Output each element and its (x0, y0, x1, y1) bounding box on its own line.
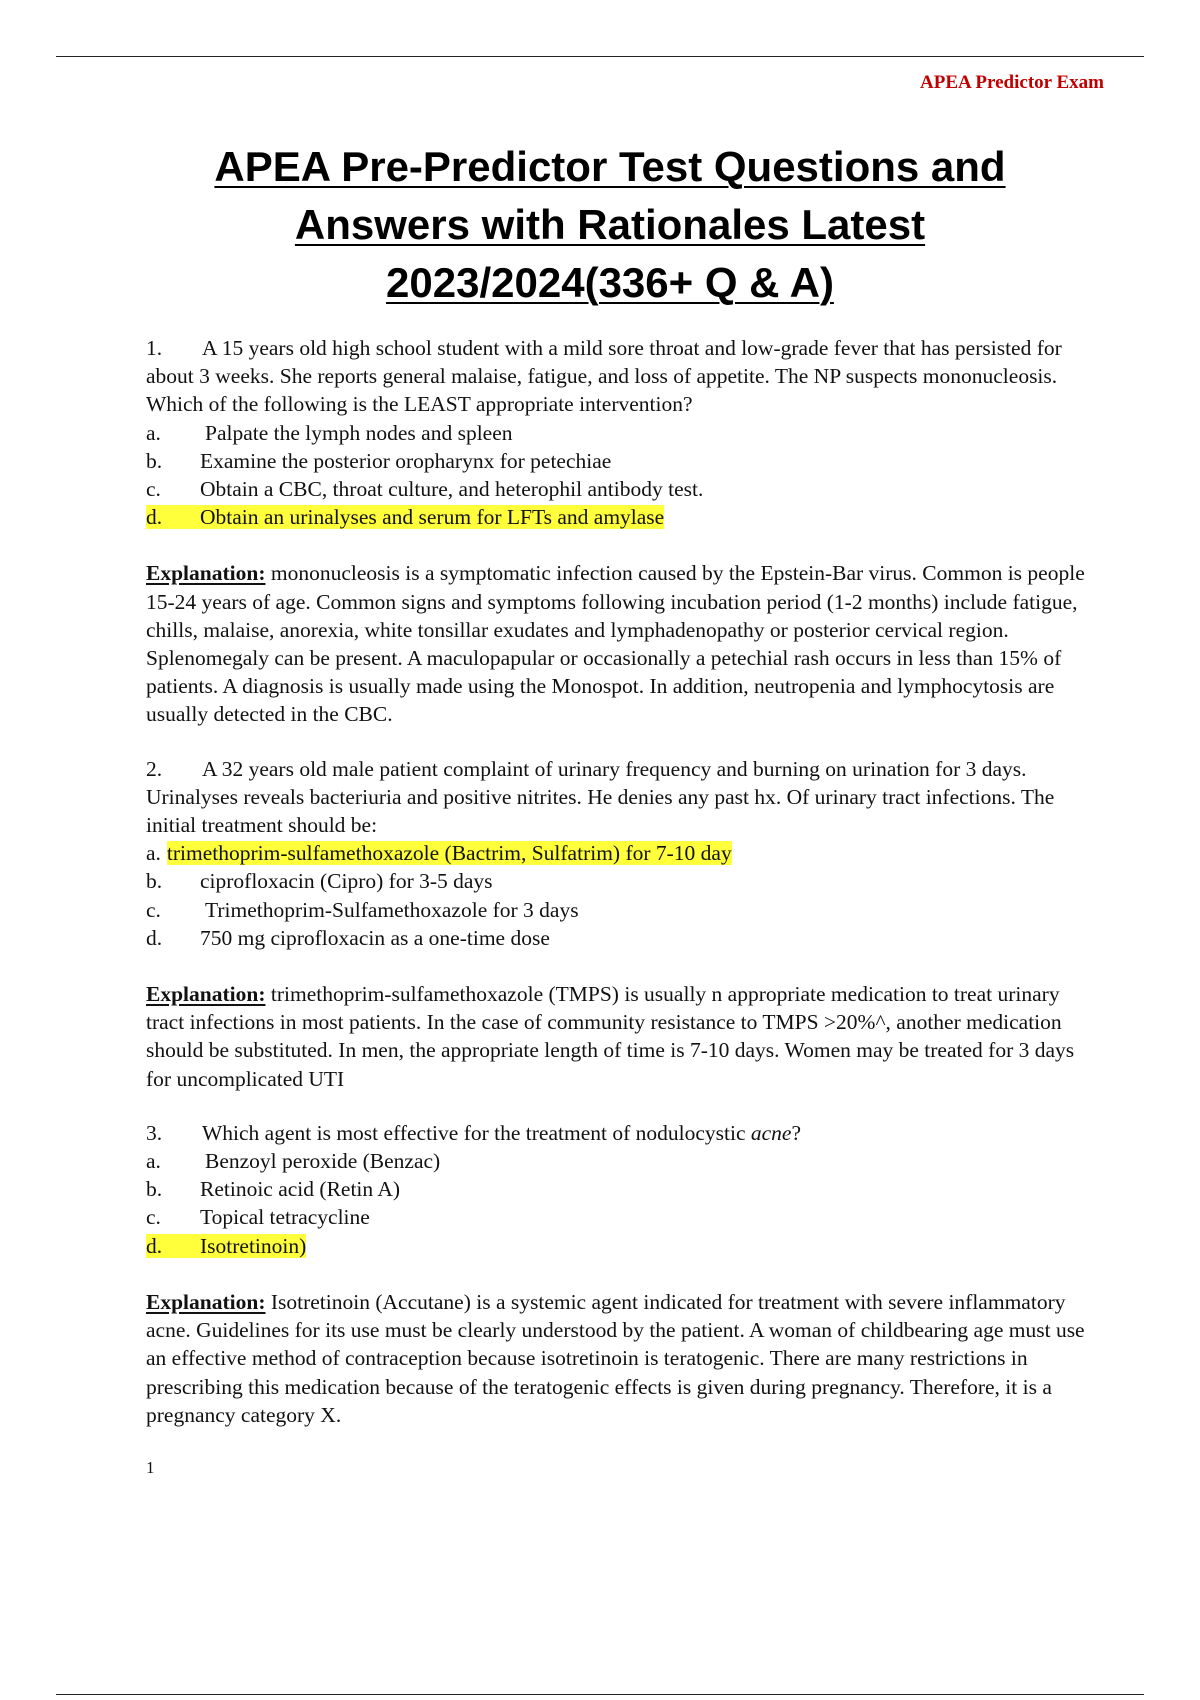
option-c (146, 1203, 1096, 1231)
option-text: Benzoyl peroxide (Benzac) (205, 1149, 441, 1174)
explanation (146, 559, 1096, 728)
option-letter: a. (146, 841, 161, 866)
title-line-1: APEA Pre-Predictor Test Questions and (214, 143, 1006, 190)
questions-body (146, 334, 1096, 1429)
option-text: Retinoic acid (Retin A) (200, 1177, 401, 1202)
question-text: A 32 years old male patient complaint of urinary frequency and burning on urination for 3 days. Urinalyses reveals bacteriuria and positive nitrites. He denies any past hx. Of urinary tract infections. The initial treatment should be: (146, 756, 1055, 838)
option-letter: d. (146, 505, 163, 530)
explanation-label: Explanation: (146, 561, 266, 586)
question-1 (146, 334, 1096, 729)
option-c (146, 475, 1096, 503)
option-text: Palpate the lymph nodes and spleen (205, 420, 513, 445)
question-text-italic: acne (750, 1120, 792, 1145)
question-2 (146, 755, 1096, 1093)
option-text: trimethoprim-sulfamethoxazole (Bactrim, Sulfatrim) for 7-10 day (166, 841, 732, 866)
page-number: 1 (146, 1458, 155, 1477)
option-letter: d. (146, 925, 163, 950)
option-letter: b. (146, 1177, 163, 1202)
question-stem (146, 755, 1096, 840)
option-d-correct (146, 503, 1096, 531)
answer-highlight (146, 1234, 306, 1258)
question-number: 1. (146, 336, 163, 360)
document-title (140, 138, 1080, 312)
option-letter: a. (146, 420, 161, 445)
option-d-correct (146, 1232, 1096, 1260)
explanation-text: Isotretinoin (Accutane) is a systemic agent indicated for treatment with severe inflammatory acne. Guidelines for its use must be clearly understood by the patient. A woman of childbearing age must use an effective method of contraception because isotretinoin is teratogenic. There are many restrictions in prescribing this medication because of the teratogenic effects is given during pregnancy. Therefore, it is a pregnancy category X. (146, 1289, 1085, 1427)
option-b (146, 447, 1096, 475)
option-text: Obtain an urinalyses and serum for LFTs and amylase (200, 505, 665, 530)
explanation-text: mononucleosis is a symptomatic infection caused by the Epstein-Bar virus. Common is people 15-24 years of age. Common signs and symptoms following incubation period (1-2 months) include fatigue, chills, malaise, anorexia, white tonsillar exudates and lymphadenopathy or posterior cervical region. Splenomegaly can be present. A maculopapular or occasionally a petechial rash occurs in less than 15% of patients. A diagnosis is usually made using the Monospot. In addition, neutropenia and lymphocytosis are usually detected in the CBC. (146, 561, 1085, 727)
option-letter: a. (146, 1149, 161, 1174)
option-text: Obtain a CBC, throat culture, and heterophil antibody test. (200, 477, 704, 502)
option-text: Isotretinoin) (200, 1233, 307, 1258)
question-text: A 15 years old high school student with a mild sore throat and low-grade fever that has persisted for about 3 weeks. She reports general malaise, fatigue, and loss of appetite. The NP suspects mononucleosis. Which of the following is the LEAST appropriate intervention? (146, 336, 1062, 417)
question-3 (146, 1119, 1096, 1429)
explanation-label: Explanation: (146, 1289, 266, 1314)
option-a (146, 419, 1096, 447)
option-letter: c. (146, 1205, 161, 1230)
bottom-rule (56, 1694, 1144, 1695)
option-text: Topical tetracycline (200, 1205, 370, 1230)
option-text: ciprofloxacin (Cipro) for 3-5 days (200, 869, 493, 894)
answer-highlight (146, 505, 664, 529)
option-a-correct (146, 839, 1096, 867)
question-text: Which agent is most effective for the treatment of nodulocystic (202, 1120, 751, 1145)
option-letter: c. (146, 477, 161, 502)
option-letter: b. (146, 448, 163, 473)
option-a (146, 1147, 1096, 1175)
option-b (146, 1175, 1096, 1203)
option-text: Trimethoprim-Sulfamethoxazole for 3 days (205, 897, 579, 922)
question-text-end: ? (791, 1120, 802, 1145)
option-letter: d. (146, 1233, 163, 1258)
title-line-2: Answers with Rationales Latest (294, 201, 926, 248)
option-c (146, 896, 1096, 924)
question-stem (146, 334, 1096, 419)
option-text: 750 mg ciprofloxacin as a one-time dose (200, 925, 550, 950)
question-number: 2. (146, 756, 163, 781)
question-stem (146, 1119, 1096, 1147)
option-d (146, 924, 1096, 952)
option-text: Examine the posterior oropharynx for petechiae (200, 448, 612, 473)
running-header: APEA Predictor Exam (920, 72, 1104, 93)
title-line-3: 2023/2024(336+ Q & A) (386, 259, 834, 306)
option-b (146, 867, 1096, 895)
option-letter: b. (146, 869, 163, 894)
explanation (146, 980, 1096, 1093)
explanation-label: Explanation: (146, 982, 266, 1007)
explanation-text: trimethoprim-sulfamethoxazole (TMPS) is usually n appropriate medication to treat urinary tract infections in most patients. In the case of community resistance to TMPS >20%^, another medication should be substituted. In men, the appropriate length of time is 7-10 days. Women may be treated for 3 days for uncomplicated UTI (146, 982, 1075, 1091)
question-number: 3. (146, 1120, 163, 1145)
explanation (146, 1288, 1096, 1429)
option-letter: c. (146, 897, 161, 922)
top-rule (56, 56, 1144, 57)
